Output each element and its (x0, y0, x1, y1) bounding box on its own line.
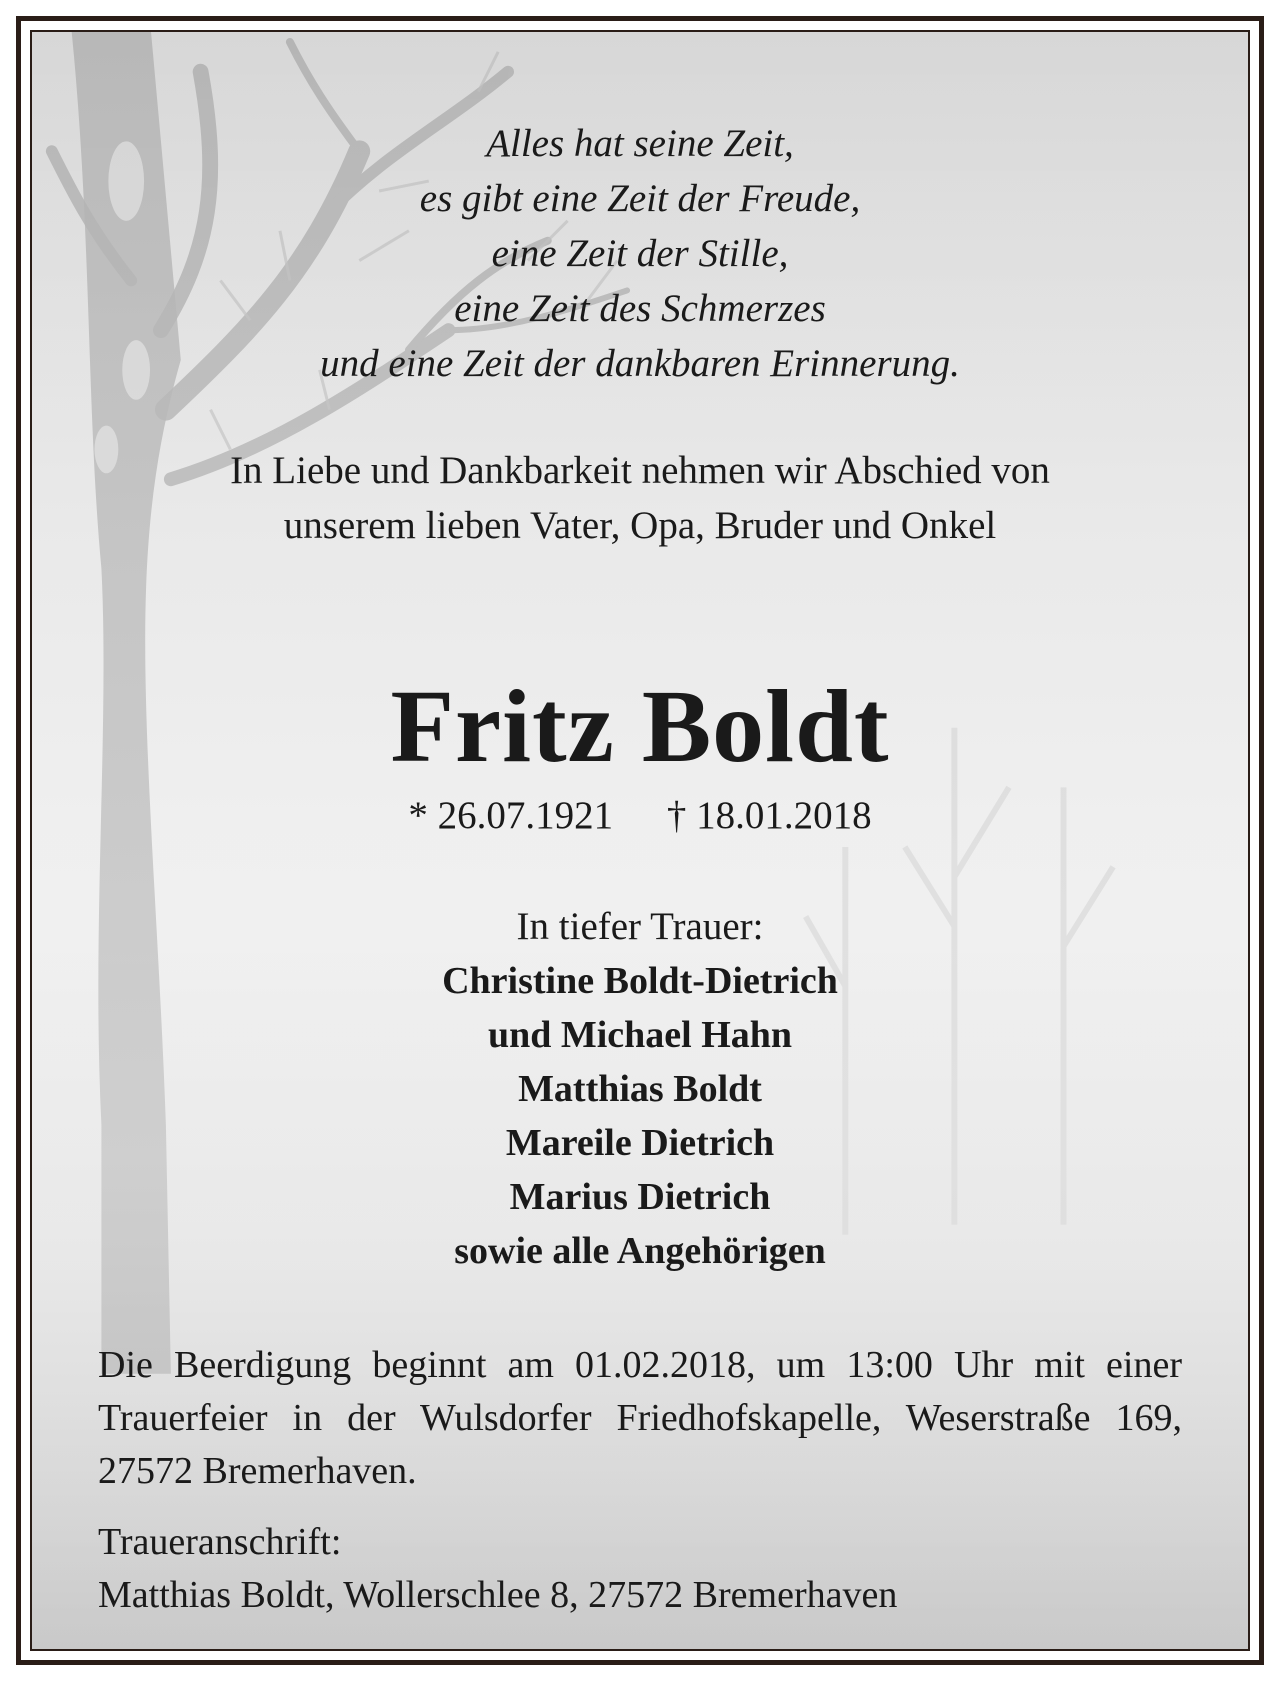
mourners-list (32, 954, 1248, 1278)
poem-quote (32, 116, 1248, 391)
mourner-name: Marius Dietrich (509, 1176, 771, 1218)
deceased-name: Fritz Boldt (390, 669, 890, 784)
mourner-name: Mareile Dietrich (505, 1122, 775, 1164)
poem-line: Alles hat seine Zeit, (486, 122, 794, 165)
poem-line: es gibt eine Zeit der Freude, (419, 177, 861, 220)
address-text: Matthias Boldt, Wollerschlee 8, 27572 Bremerhaven (98, 1574, 898, 1616)
mourning-heading: In tiefer Trauer: (516, 905, 764, 948)
farewell-intro (32, 443, 1248, 553)
intro-line: unserem lieben Vater, Opa, Bruder und Onkel (283, 504, 997, 547)
poem-line: eine Zeit der Stille, (491, 232, 789, 275)
mourner-name: sowie alle Angehörigen (454, 1230, 826, 1272)
poem-line: und eine Zeit der dankbaren Erinnerung. (320, 342, 960, 385)
obituary-content (32, 32, 1248, 1649)
mourner-name: Matthias Boldt (518, 1068, 762, 1110)
mourner-name: Christine Boldt-Dietrich (442, 960, 838, 1002)
funeral-details: Die Beerdigung beginnt am 01.02.2018, um 13:00 Uhr mit einer Trauerfeier in der Wulsdorfer Friedhofskapelle, Weserstraße 169, 27572 Bremerhaven. (98, 1344, 1182, 1492)
birth-date: * 26.07.1921 (408, 794, 614, 837)
obituary-frame (16, 16, 1264, 1665)
life-dates (32, 791, 1248, 841)
obituary-card (30, 30, 1250, 1651)
mourner-name: und Michael Hahn (487, 1014, 793, 1056)
address-label: Traueranschrift: (98, 1521, 342, 1563)
poem-line: eine Zeit des Schmerzes (454, 287, 826, 330)
intro-line: In Liebe und Dankbarkeit nehmen wir Abschied von (230, 449, 1050, 492)
mourning-address (98, 1516, 1182, 1622)
death-date: † 18.01.2018 (666, 794, 872, 837)
